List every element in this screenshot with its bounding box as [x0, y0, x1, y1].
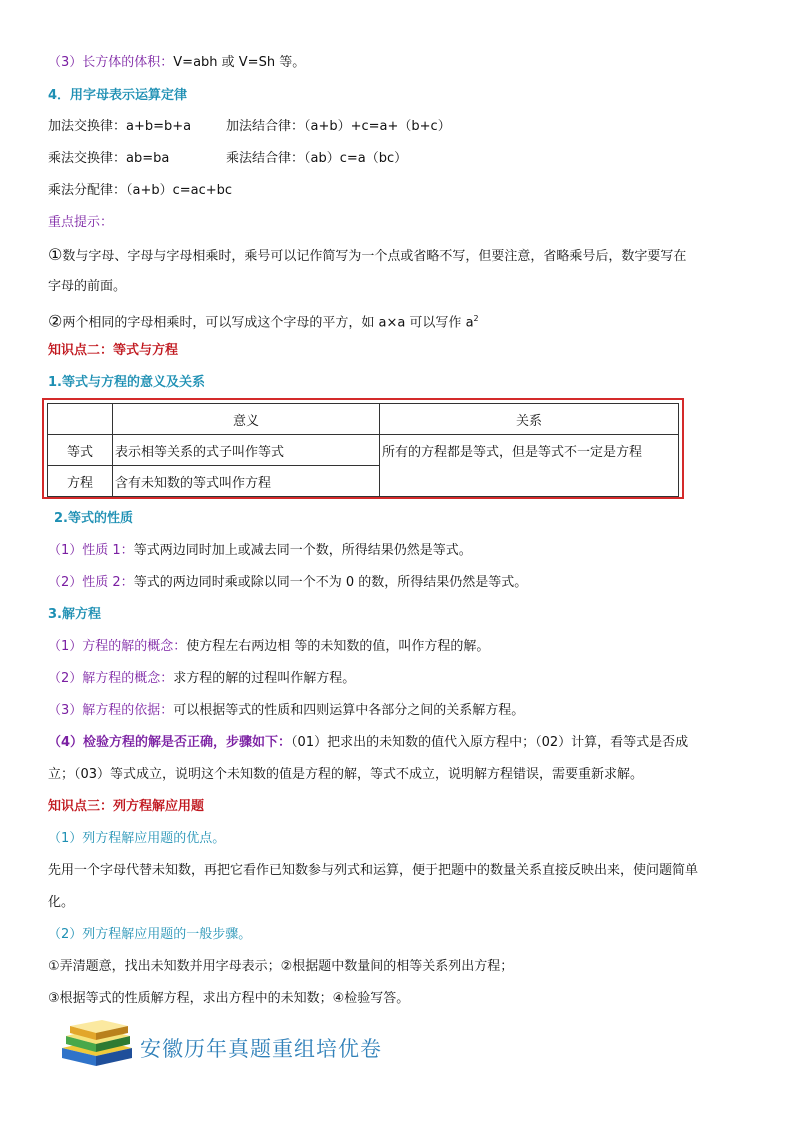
heading-eq3: 3.解方程: [48, 607, 101, 622]
prop1-text: 等式两边同时加上或减去同一个数，所得结果仍然是等式。: [133, 543, 472, 558]
solve4-text-cont: 立；（03）等式成立，说明这个未知数的值是方程的解，等式不成立，说明解方程错误，需要重新求解。: [48, 767, 644, 782]
app2-text: ①弄清题意，找出未知数并用字母表示；②根据题中数量间的相等关系列出方程；: [48, 959, 514, 974]
knowledge-point-3: 知识点三：列方程解应用题: [48, 799, 205, 814]
solve1-label: （1）方程的解的概念：: [48, 639, 187, 654]
table-header-relation: 关系: [380, 404, 679, 435]
table-row1-meaning: 表示相等关系的式子叫作等式: [113, 435, 380, 466]
prop1-line: [48, 542, 472, 560]
tip2-mark: ②: [48, 311, 63, 331]
table-header-row: [48, 404, 679, 435]
knowledge-point-2: 知识点二：等式与方程: [48, 343, 179, 358]
solve2-line: [48, 670, 355, 688]
solve3-text: 可以根据等式的性质和四则运算中各部分之间的关系解方程。: [173, 703, 525, 718]
tip-heading: 重点提示：: [48, 215, 114, 230]
add-laws-line: [48, 118, 191, 136]
heading-eq2: 2.等式的性质: [54, 511, 133, 526]
eq-table-frame: [42, 398, 684, 499]
table-row2-name: 方程: [48, 466, 113, 497]
tip2-sup: 2: [473, 314, 479, 323]
tip1-line: [48, 246, 686, 266]
volume-text: V=abh 或 V=Sh 等。: [173, 55, 306, 70]
prop2-label: （2）性质 2：: [48, 575, 134, 590]
prop2-line: [48, 574, 527, 592]
solve3-line: [48, 702, 524, 720]
tip2-line: [48, 310, 479, 332]
solve4-line: [48, 734, 688, 752]
solve2-label: （2）解方程的概念：: [48, 671, 174, 686]
solve1-text: 使方程左右两边相 等的未知数的值，叫作方程的解。: [186, 639, 490, 654]
solve4-text: （01）把求出的未知数的值代入原方程中；（02）计算，看等式是否成: [291, 735, 689, 750]
volume-label: （3）长方体的体积：: [48, 55, 174, 70]
footer-banner: 安徽历年真题重组培优卷: [140, 1037, 382, 1061]
eq-table: [47, 403, 679, 497]
table-row2-meaning: 含有未知数的等式叫作方程: [113, 466, 380, 497]
tip1-mark: ①: [48, 245, 63, 264]
solve1-line: [48, 638, 489, 656]
books-logo-icon: [58, 1018, 136, 1068]
mul-assoc: 乘法结合律：（ab）c=a（bc）: [226, 151, 408, 166]
table-header-meaning: 意义: [113, 404, 380, 435]
app2-text-cont: ③根据等式的性质解方程，求出方程中的未知数；④检验写答。: [48, 991, 410, 1006]
prop1-label: （1）性质 1：: [48, 543, 134, 558]
prop2-text: 等式的两边同时乘或除以同一个不为 0 的数，所得结果仍然是等式。: [133, 575, 528, 590]
add-assoc: 加法结合律：（a+b）+c=a+（b+c）: [226, 119, 451, 134]
tip1-text-cont: 字母的前面。: [48, 279, 127, 294]
mul-comm: 乘法交换律：ab=ba: [48, 151, 170, 166]
table-row1-name: 等式: [48, 435, 113, 466]
tip2-text: 两个相同的字母相乘时，可以写成这个字母的平方，如 a×a 可以写作 a: [62, 315, 474, 331]
add-comm: 加法交换律：a+b=b+a: [48, 119, 192, 134]
mul-dist: 乘法分配律：（a+b）c=ac+bc: [48, 183, 233, 198]
solve4-label: （4）检验方程的解是否正确，步骤如下：: [48, 735, 292, 750]
heading-4: 4．用字母表示运算定律: [48, 88, 188, 103]
table-corner-cell: [48, 404, 113, 435]
app1-text-cont: 化。: [48, 895, 75, 910]
app1-text: 先用一个字母代替未知数，再把它看作已知数参与列式和运算，便于把题中的数量关系直接反映出来，使问题简单: [48, 863, 699, 878]
table-row: [48, 435, 679, 466]
volume-line: [48, 54, 305, 72]
solve2-text: 求方程的解的过程叫作解方程。: [173, 671, 356, 686]
heading-eq1: 1.等式与方程的意义及关系: [48, 375, 205, 390]
table-relation: 所有的方程都是等式，但是等式不一定是方程: [380, 435, 679, 497]
tip1-text: 数与字母、字母与字母相乘时，乘号可以记作简写为一个点或省略不写，但要注意，省略乘号后，数字要写在: [62, 249, 687, 264]
app2-heading: （2）列方程解应用题的一般步骤。: [48, 927, 252, 942]
app1-heading: （1）列方程解应用题的优点。: [48, 831, 226, 846]
solve3-label: （3）解方程的依据：: [48, 703, 174, 718]
